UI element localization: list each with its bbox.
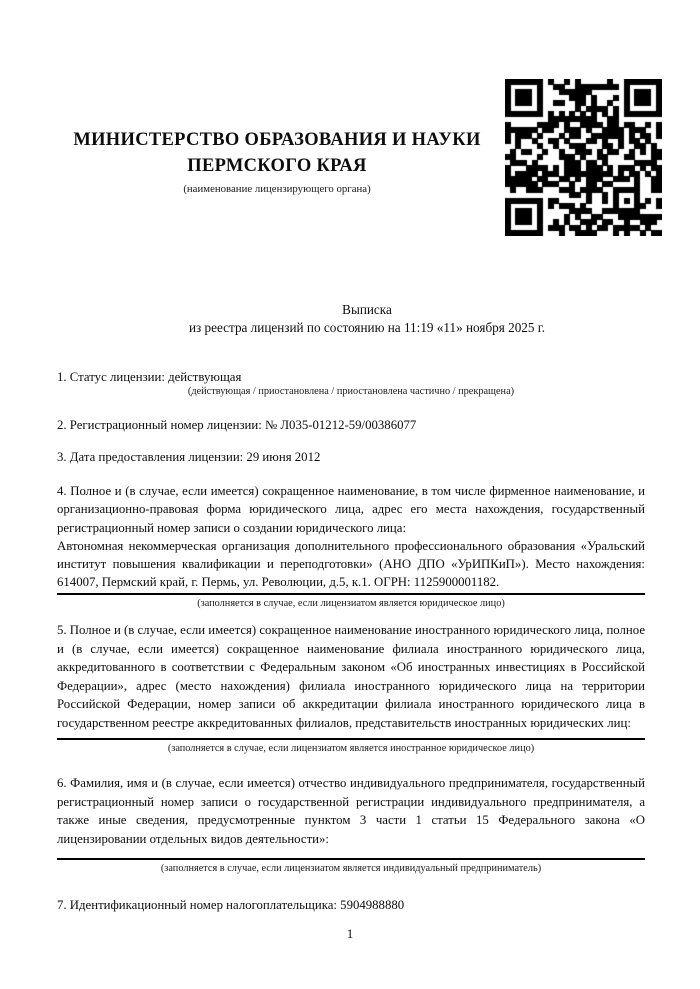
item-registration-number: 2. Регистрационный номер лицензии: № Л035-01212-59/00386077 [57, 418, 417, 432]
fill-rule [57, 858, 645, 860]
item-foreign-entity [57, 621, 645, 755]
item-legal-entity-label: 4. Полное и (в случае, если имеется) сокращенное наименование, в том числе фирменное наименование, и организационно-правовая форма юридического лица, адрес его места нахождения, государственный регистрационный номер записи о создании юридического лица: [57, 484, 645, 535]
authority-name-line1: МИНИСТЕРСТВО ОБРАЗОВАНИЯ И НАУКИ [73, 130, 481, 150]
licensing-authority-header [57, 127, 497, 195]
qr-code [505, 79, 662, 236]
item-grant-date: 3. Дата предоставления лицензии: 29 июня 2012 [57, 450, 321, 464]
item-individual-entrepreneur-note: (заполняется в случае, если лицензиатом является индивидуальный предприниматель) [160, 863, 542, 874]
item-legal-entity-value: Автономная некоммерческая организация дополнительного профессионального образования «Уральский институт повышения квалификации и переподготовки» (АНО ДПО «УрИПКиП»). Место нахождения: 614007, Пермский край, г. Пермь, ул. Революции, д.5, к.1. ОГРН: 1125900001182. [57, 538, 645, 590]
item-foreign-entity-note: (заполняется в случае, если лицензиатом является иностранное юридическое лицо) [167, 743, 535, 754]
authority-caption: (наименование лицензирующего органа) [183, 183, 371, 195]
item-foreign-entity-label: 5. Полное и (в случае, если имеется) сокращенное наименование иностранного юридического лица, полное и (в случае, если имеется) сокращенное наименование филиала иностранного юридического лица, аккредитованного в соответствии с Федеральным законом «Об иностранных инвестициях в Российской Федерации», адрес (место нахождения) филиала иностранного юридического лица на территории Российской Федерации, номер записи об аккредитации филиала иностранного юридического лица в государственном реестре аккредитованных филиалов, представительств иностранных юридических лиц: [57, 623, 645, 730]
item-individual-entrepreneur-label: 6. Фамилия, имя и (в случае, если имеется) отчество индивидуального предпринимателя, государственный регистрационный номер записи о государственной регистрации индивидуального предпринимателя, а также иные сведения, предусмотренные пунктом 3 части 1 статьи 15 Федерального закона «О лицензировании отдельных видов деятельности»: [57, 776, 645, 846]
fill-rule [57, 593, 645, 595]
item-taxpayer-number: 7. Идентификационный номер налогоплательщика: 5904988880 [57, 898, 405, 912]
item-individual-entrepreneur [57, 774, 645, 875]
item-license-status: 1. Статус лицензии: действующая [57, 370, 242, 384]
item-legal-entity [57, 482, 645, 610]
authority-name-line2: ПЕРМСКОГО КРАЯ [187, 156, 367, 176]
document-title [57, 301, 677, 336]
item-legal-entity-note: (заполняется в случае, если лицензиатом является юридическое лицо) [197, 597, 505, 609]
document-title-line1: Выписка [342, 302, 392, 317]
page-number: 1 [346, 926, 354, 941]
item-license-status-note: (действующая / приостановлена / приостановлена частично / прекращена) [187, 386, 515, 397]
fill-rule [57, 738, 645, 740]
document-title-line2: из реестра лицензий по состоянию на 11:19 «11» ноября 2025 г. [188, 319, 546, 335]
